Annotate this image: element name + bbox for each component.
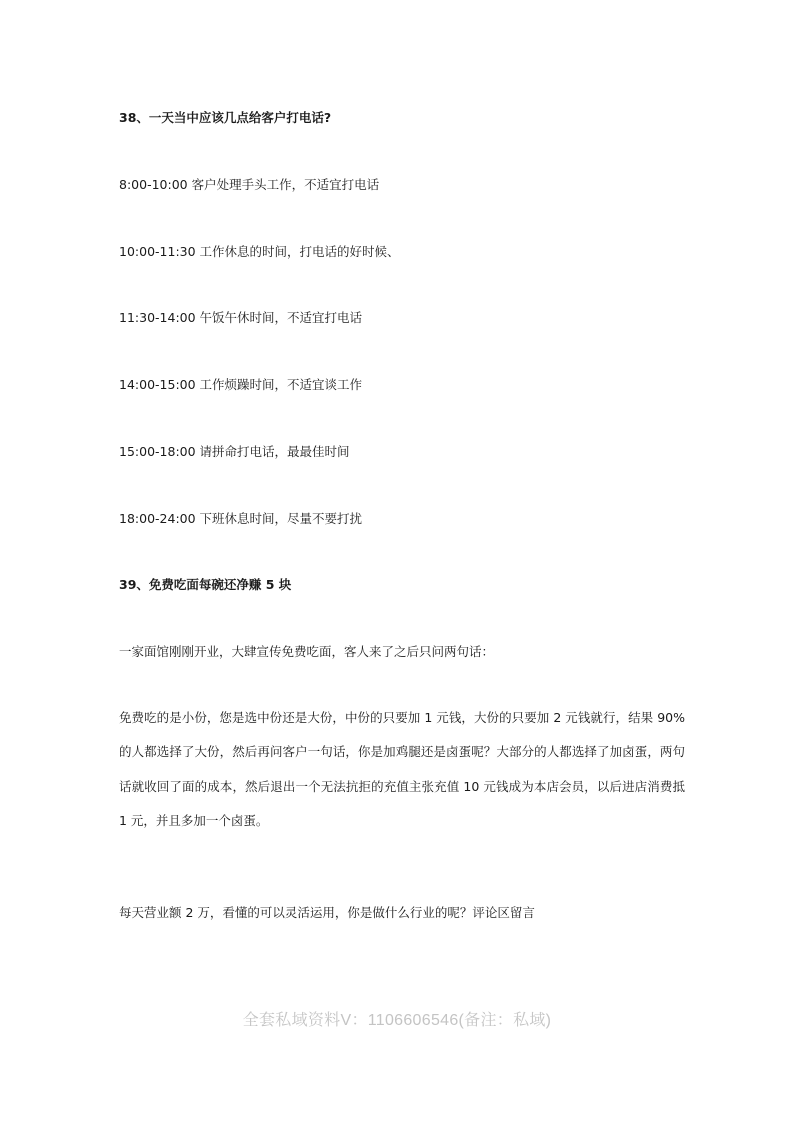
section-heading-39: 39、免费吃面每碗还净赚 5 块 (119, 577, 292, 592)
section-heading-38: 38、一天当中应该几点给客户打电话? (119, 110, 332, 125)
schedule-line: 10:00-11:30 工作休息的时间，打电话的好时候、 (119, 244, 400, 259)
intro-paragraph: 一家面馆刚刚开业，大肆宣传免费吃面，客人来了之后只问两句话： (119, 644, 495, 659)
watermark-text: 全套私域资料V：1106606546(备注：私域) (242, 1012, 552, 1029)
schedule-line: 15:00-18:00 请拼命打电话，最最佳时间 (119, 444, 350, 459)
schedule-line: 8:00-10:00 客户处理手头工作，不适宜打电话 (119, 177, 380, 192)
schedule-line: 18:00-24:00 下班休息时间，尽量不要打扰 (119, 511, 363, 526)
closing-paragraph: 每天营业额 2 万，看懂的可以灵活运用，你是做什么行业的呢？评论区留言 (119, 905, 535, 920)
story-paragraph: 免费吃的是小份，您是选中份还是大份，中份的只要加 1 元钱，大份的只要加 2 元钱就行，结果 90%的人都选择了大份，然后再问客户一句话，你是加鸡腿还是卤蛋呢？大部分的人都选择了加卤蛋，两句话就收回了面的成本，然后退出一个无法抗拒的充值主张充值 10 元钱成为本店会员，以后进店消费抵 1 元，并且多加一个卤蛋。 (119, 710, 685, 828)
schedule-line: 14:00-15:00 工作烦躁时间，不适宜谈工作 (119, 377, 363, 392)
schedule-line: 11:30-14:00 午饭午休时间，不适宜打电话 (119, 310, 363, 325)
